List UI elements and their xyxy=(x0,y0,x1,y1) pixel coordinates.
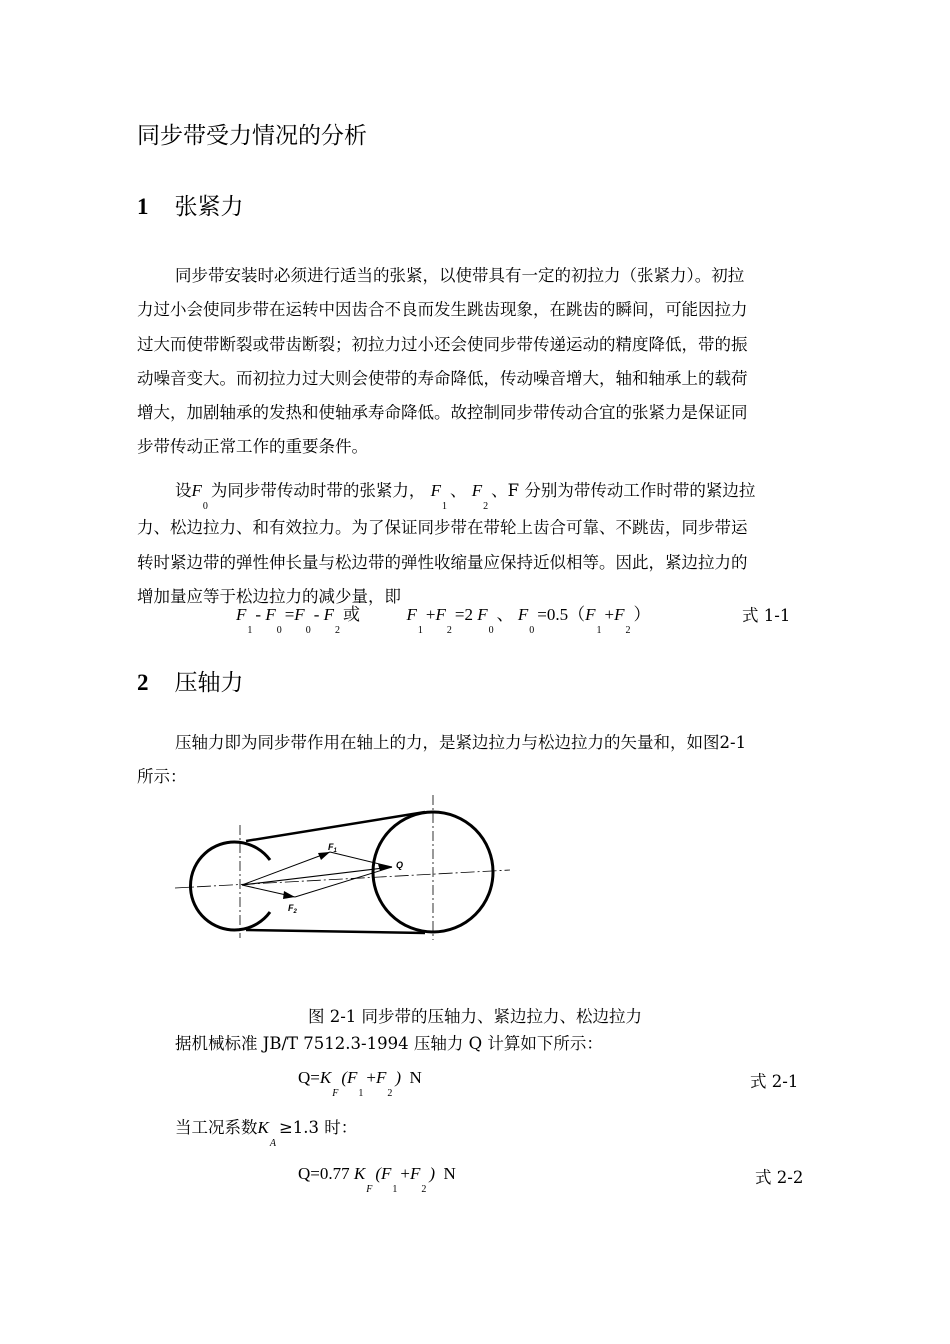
paragraph-line: 过大而使带断裂或带齿断裂；初拉力过小还会使同步带传递运动的精度降低，带的振 xyxy=(137,334,748,354)
q-vector xyxy=(242,867,392,885)
paragraph-line: 增大，加剧轴承的发热和使轴承寿命降低。故控制同步带传动合宜的张紧力是保证同 xyxy=(137,403,748,423)
paragraph-line: 所示： xyxy=(137,767,187,787)
paragraph-line: 动噪音变大。而初拉力过大则会使带的寿命降低，传动噪音增大，轴和轴承上的载荷 xyxy=(137,368,748,388)
section-1-title: 张紧力 xyxy=(174,194,244,220)
standard-reference: 据机械标准 JB/T 7512.3-1994 压轴力 Q 计算如下所示： xyxy=(175,1034,603,1053)
q-label: Q xyxy=(396,860,404,870)
paragraph-line: 力过小会使同步带在运转中因齿合不良而发生跳齿现象，在跳齿的瞬间，可能因拉力 xyxy=(137,300,748,320)
section-2-paragraph xyxy=(137,726,839,795)
equation-1-1-label: 式 1-1 xyxy=(742,606,791,625)
paragraph-line: 步带传动正常工作的重要条件。 xyxy=(137,437,368,457)
paragraph-line: 同步带安装时必须进行适当的张紧，以使带具有一定的初拉力（张紧力）。初拉 xyxy=(175,266,745,285)
paragraph-line-with-math: 设$F_0$为同步带传动时带的张紧力， $F_1$、 $F_2$、F 分别为带传动工作时带的紧边拉 xyxy=(175,481,756,512)
f2-arrowhead xyxy=(283,891,295,899)
f1-label: $F_1$ xyxy=(328,842,337,854)
equation-2-2-label: 式 2-2 xyxy=(755,1168,804,1187)
small-pulley xyxy=(191,842,270,930)
condition-line: 当工况系数$K_A\ge 1.3$ 时： xyxy=(175,1118,358,1149)
paragraph-line: 力、松边拉力、和有效拉力。为了保证同步带在带轮上齿合可靠、不跳齿，同步带运 xyxy=(137,518,748,538)
paragraph-line: 压轴力即为同步带作用在轴上的力，是紧边拉力与松边拉力的矢量和，如图2-1 xyxy=(175,733,747,752)
equation-2-2: Q=0.77 $K_F(F_1+F_2)$ N xyxy=(298,1164,456,1195)
section-2-heading xyxy=(137,664,244,697)
equation-1-1: $F_1-$ $F_0=F_0-$ $F_2$或 $F_1+F_2=2$ $F_0$、 $F_0=0.5(F_1+F_2)$ xyxy=(236,605,651,636)
parallelogram-side-1 xyxy=(330,852,392,867)
f1-arrowhead xyxy=(318,852,330,860)
figure-caption: 图 2-1 同步带的压轴力、紧边拉力、松边拉力 xyxy=(307,1007,643,1026)
paragraph-line: 增加量应等于松边拉力的减少量，即 xyxy=(137,586,401,606)
belt-drive-figure xyxy=(170,790,520,950)
slack-side-belt xyxy=(246,930,425,933)
tight-side-belt xyxy=(246,812,425,841)
paragraph-line: 转时紧边带的弹性伸长量与松边带的弹性收缩量应保持近似相等。因此，紧边拉力的 xyxy=(137,552,748,572)
section-2-number: 2 xyxy=(137,670,149,695)
section-1-paragraph-1 xyxy=(137,259,839,465)
section-2-title: 压轴力 xyxy=(174,670,244,696)
section-1-number: 1 xyxy=(137,194,149,219)
page-title: 同步带受力情况的分析 xyxy=(137,123,367,149)
f2-label: $F_2$ xyxy=(288,903,297,915)
section-1-heading xyxy=(137,188,244,221)
section-1-paragraph-2 xyxy=(137,474,839,614)
equation-2-1: $Q=K_F(F_1+F_2)$ N xyxy=(298,1068,422,1099)
equation-2-1-label: 式 2-1 xyxy=(750,1072,799,1091)
